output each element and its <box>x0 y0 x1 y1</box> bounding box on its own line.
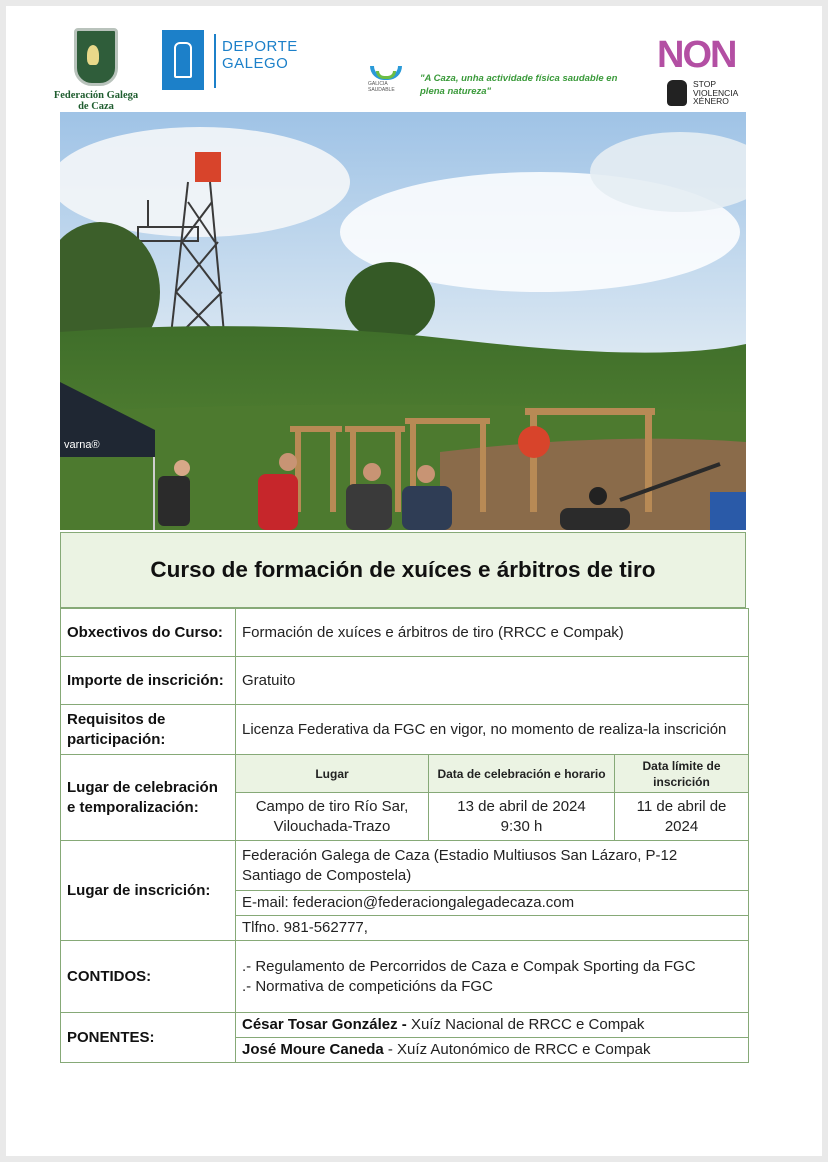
data-celebracion-value <box>429 793 615 841</box>
lugar-line-1: Campo de tiro Río Sar, <box>255 797 409 815</box>
inscricion-phone: Tlfno. 981-562777, <box>236 916 749 941</box>
contidos-item-2: .- Normativa de competicións da FGC <box>242 977 493 995</box>
violencia-text: VIOLENCIA <box>693 87 739 98</box>
table-row-obxectivos <box>61 609 749 657</box>
logo-separator <box>214 34 216 88</box>
lugar-value <box>236 793 429 841</box>
galego-text: GALEGO <box>222 55 289 72</box>
table-row-importe <box>61 657 749 705</box>
table-row-inscricion-address <box>61 841 749 891</box>
importe-label: Importe de inscrición: <box>61 657 236 705</box>
data-celebracion-line-2: 9:30 h <box>500 817 543 835</box>
contidos-label: CONTIDOS: <box>61 941 236 1013</box>
page-title: Curso de formación de xuíces e árbitros de tiro <box>150 557 656 582</box>
document-page <box>6 6 822 1156</box>
col-header-data-celebracion: Data de celebración e horario <box>429 755 615 793</box>
xunta-crest-icon <box>162 30 204 90</box>
obxectivos-label: Obxectivos do Curso: <box>61 609 236 657</box>
data-limite-value <box>615 793 749 841</box>
ponentes-label: PONENTES: <box>61 1013 236 1063</box>
fgc-shield-icon <box>74 28 118 86</box>
table-row-requisitos <box>61 705 749 755</box>
table-row-ponente-1 <box>61 1013 749 1038</box>
slogan-text: "A Caza, unha actividade física saudable en plena natureza" <box>420 73 618 97</box>
lugar-line-2: Vilouchada-Trazo <box>273 817 391 835</box>
ponente-2-name: José Moure Caneda <box>242 1041 384 1058</box>
requisitos-label: Requisitos de participación: <box>61 705 236 755</box>
fgc-logo-text-1: Federación Galega <box>53 90 139 101</box>
obxectivos-value: Formación de xuíces e árbitros de tiro (RRCC e Compak) <box>236 609 749 657</box>
inscricion-address-line-2: Santiago de Compostela) <box>242 866 412 884</box>
ponente-2-role: - Xuíz Autonómico de RRCC e Compak <box>383 1041 651 1058</box>
importe-value: Gratuito <box>236 657 749 705</box>
fgc-logo-text-2: de Caza <box>78 101 114 112</box>
data-celebracion-line-1: 13 de abril de 2024 <box>457 797 586 815</box>
non-violencia-logo <box>657 36 757 108</box>
data-limite-line-1: 11 de abril de <box>636 797 727 815</box>
requisitos-value: Licenza Federativa da FGC en vigor, no momento de realiza-la inscrición <box>236 705 749 755</box>
tent-banner-text: varna® <box>64 439 100 451</box>
shooting-range-photo <box>60 112 746 530</box>
ponente-1-name: César Tosar González - <box>242 1016 407 1033</box>
inscricion-address <box>236 841 749 891</box>
fgc-logo <box>44 28 148 112</box>
deporte-galego-logo <box>162 30 302 92</box>
table-row-contidos <box>61 941 749 1013</box>
galicia-saudable-logo <box>368 66 408 102</box>
course-info-table <box>60 608 749 1063</box>
galicia-saudable-text: GALICIA SAUDABLE <box>368 81 395 93</box>
lugar-inscricion-label: Lugar de inscrición: <box>61 841 236 941</box>
non-word: NON <box>657 34 736 76</box>
col-header-data-limite: Data límite de inscrición <box>615 755 749 793</box>
data-limite-line-2: 2024 <box>664 817 699 835</box>
inscricion-address-line-1: Federación Galega de Caza (Estadio Multiusos San Lázaro, P-12 <box>242 846 678 864</box>
contidos-item-1: .- Regulamento de Percorridos de Caza e Compak Sporting da FGC <box>242 957 696 975</box>
contidos-value <box>236 941 749 1013</box>
ponente-1-role: Xuíz Nacional de RRCC e Compak <box>406 1016 645 1033</box>
stop-hand-icon <box>667 80 687 106</box>
title-box <box>60 532 746 608</box>
ponente-1 <box>236 1013 749 1038</box>
lugar-celebracion-label: Lugar de celebración e temporalización: <box>61 755 236 841</box>
deporte-text: DEPORTE <box>222 38 298 55</box>
ponente-2 <box>236 1038 749 1063</box>
inscricion-email: E-mail: federacion@federaciongalegadecaza.com <box>236 891 749 916</box>
xenero-text: XÉNERO <box>693 96 729 106</box>
table-row-lugar-head <box>61 755 749 793</box>
stop-text: STOP <box>693 79 716 89</box>
col-header-lugar: Lugar <box>236 755 429 793</box>
